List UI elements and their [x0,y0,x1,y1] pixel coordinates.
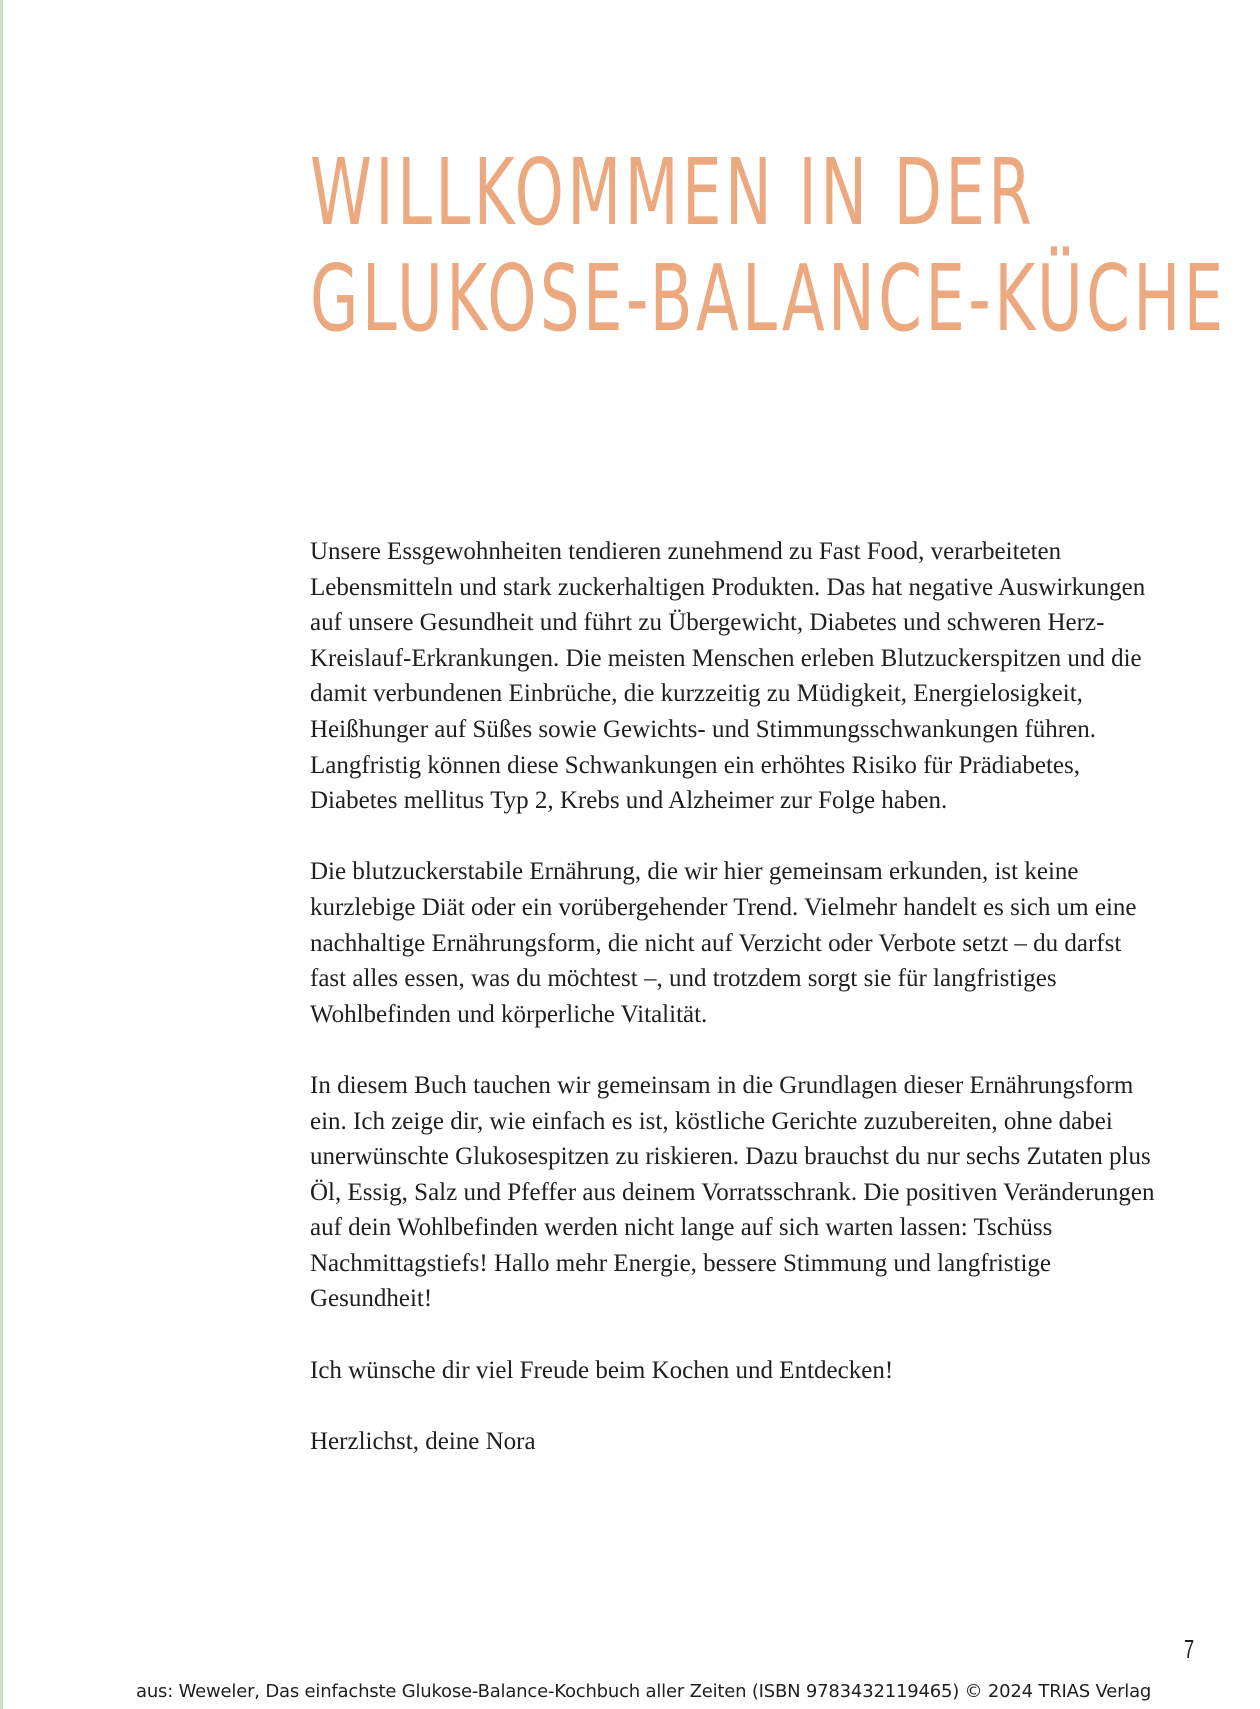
footer-citation: aus: Weweler, Das einfachste Glukose-Balance-Kochbuch aller Zeiten (ISBN 9783432119465) © 2024 TRIAS Verlag [136,1681,1152,1702]
paragraph-book: In diesem Buch tauchen wir gemeinsam in die Grundlagen dieser Ernährungsform ein. Ich zeige dir, wie einfach es ist, köstliche Gerichte zuzubereiten, ohne dabei unerwünschte Glukosespitzen zu riskieren. Dazu brauchst du nur sechs Zutaten plus Öl, Essig, Salz und Pfeffer aus deinem Vorratsschrank. Die positiven Veränderungen auf dein Wohlbefinden werden nicht lange auf sich warten lassen: Tschüss Nachmittagstiefs! Hallo mehr Energie, bessere Stimmung und langfristige Gesundheit! [310,1071,1155,1313]
page-title-line-2: GLUKOSE-BALANCE-KÜCHE [310,245,1227,352]
page-title-line-1: WILLKOMMEN IN DER [310,139,1036,246]
paragraph-signature: Herzlichst, deine Nora [310,1427,536,1455]
paragraph-intro: Unsere Essgewohnheiten tendieren zunehmend zu Fast Food, verarbeiteten Lebensmitteln und stark zuckerhaltigen Produkten. Das hat negative Auswirkungen auf unsere Gesundheit und führt zu Übergewicht, Diabetes und schweren Herz-Kreislauf-Erkrankungen. Die meisten Menschen erleben Blutzuckerspitzen und die damit verbundenen Einbrüche, die kurzzeitig zu Müdigkeit, Energielosigkeit, Heißhunger auf Süßes sowie Gewichts- und Stimmungsschwankungen führen. Langfristig können diese Schwankungen ein erhöhtes Risiko für Prädiabetes, Diabetes mellitus Typ 2, Krebs und Alzheimer zur Folge haben. [310,538,1146,815]
body-text [310,534,1160,1495]
left-margin-rule [0,0,3,1709]
page-number: 7 [1184,1634,1195,1664]
paragraph-wish: Ich wünsche dir viel Freude beim Kochen und Entdecken! [310,1356,894,1384]
page-title [310,139,1227,352]
paragraph-nutrition: Die blutzuckerstabile Ernährung, die wir hier gemeinsam erkunden, ist keine kurzlebige Diät oder ein vorübergehender Trend. Vielmehr handelt es sich um eine nachhaltige Ernährungsform, die nicht auf Verzicht oder Verbote setzt – du darfst fast alles essen, was du möchtest –, und trotzdem sorgt sie für langfristiges Wohlbefinden und körperliche Vitalität. [310,858,1137,1028]
